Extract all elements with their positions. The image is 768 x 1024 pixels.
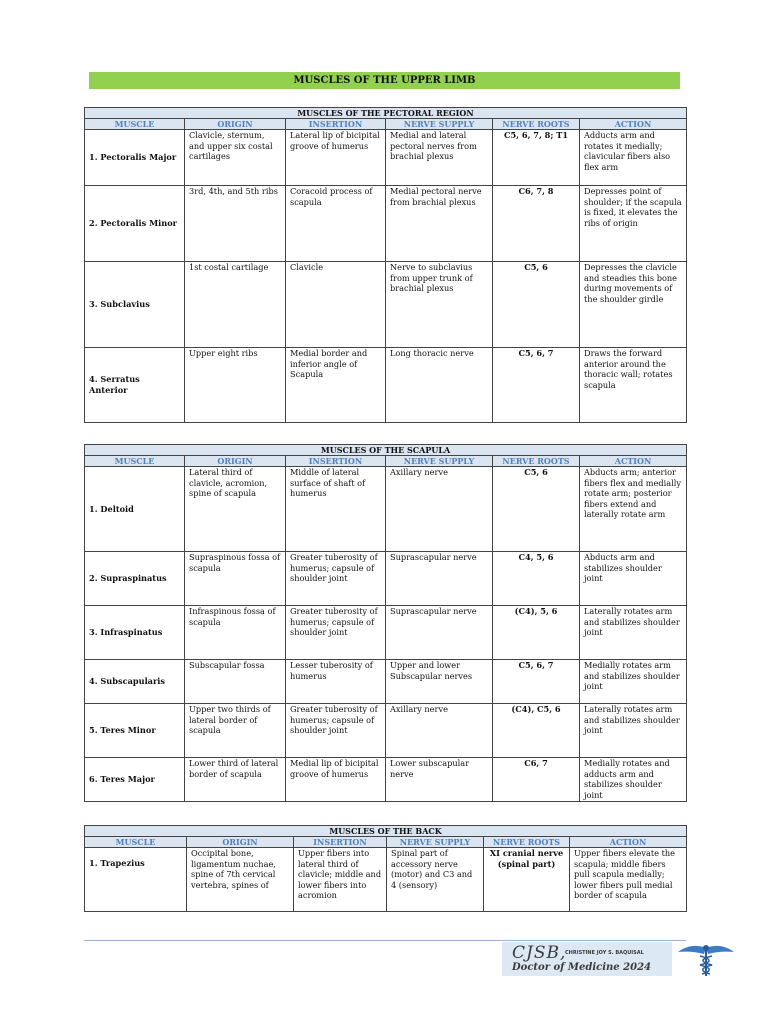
- insertion-cell: Medial lip of bicipital groove of humerus: [286, 758, 386, 802]
- table-row: [85, 262, 687, 348]
- author-name: CHRISTINE JOY S. BAQUISAL: [565, 950, 644, 956]
- page-title: MUSCLES OF THE UPPER LIMB: [89, 72, 680, 89]
- col-header-nerve-supply: NERVE SUPPLY: [387, 837, 484, 848]
- table-row: [85, 552, 687, 606]
- caduceus-icon: [676, 942, 736, 978]
- origin-cell: 1st costal cartilage: [185, 262, 286, 348]
- insertion-cell: Upper fibers into lateral third of clavicle; middle and lower fibers into acromion: [294, 848, 387, 912]
- nerve-roots-cell: (C4), C5, 6: [493, 704, 580, 758]
- col-header-insertion: INSERTION: [294, 837, 387, 848]
- col-header-origin: ORIGIN: [187, 837, 294, 848]
- action-cell: Medially rotates and adducts arm and stabilizes shoulder joint: [580, 758, 687, 802]
- origin-cell: Lateral third of clavicle, acromion, spine of scapula: [185, 467, 286, 552]
- muscle-name: 4. Subscapularis: [85, 660, 185, 704]
- insertion-cell: Greater tuberosity of humerus; capsule of shoulder joint: [286, 606, 386, 660]
- muscle-name: 2. Supraspinatus: [85, 552, 185, 606]
- nerve-roots-cell: C5, 6, 7: [493, 660, 580, 704]
- nerve-supply-cell: Axillary nerve: [386, 467, 493, 552]
- table-row: [85, 704, 687, 758]
- insertion-cell: Lesser tuberosity of humerus: [286, 660, 386, 704]
- author-initials: CJSB,: [512, 943, 567, 963]
- col-header-nerve-roots: NERVE ROOTS: [493, 119, 580, 130]
- col-header-nerve-supply: NERVE SUPPLY: [386, 456, 493, 467]
- action-cell: Medially rotates arm and stabilizes shoulder joint: [580, 660, 687, 704]
- muscle-name: 6. Teres Major: [85, 758, 185, 802]
- action-cell: Abducts arm; anterior fibers flex and medially rotate arm; posterior fibers extend and laterally rotate arm: [580, 467, 687, 552]
- col-header-muscle: MUSCLE: [85, 837, 187, 848]
- action-cell: Upper fibers elevate the scapula; middle fibers pull scapula medially; lower fibers pull medial border of scapula: [570, 848, 687, 912]
- muscle-name: 1. Trapezius: [85, 848, 187, 912]
- author-degree: Doctor of Medicine 2024: [512, 962, 651, 973]
- section-title: MUSCLES OF THE BACK: [85, 826, 687, 837]
- action-cell: Abducts arm and stabilizes shoulder joint: [580, 552, 687, 606]
- col-header-insertion: INSERTION: [286, 456, 386, 467]
- origin-cell: Occipital bone, ligamentum nuchae, spine of 7th cervical vertebra, spines of: [187, 848, 294, 912]
- nerve-supply-cell: Long thoracic nerve: [386, 348, 493, 423]
- table-row: [85, 130, 687, 186]
- action-cell: Laterally rotates arm and stabilizes shoulder joint: [580, 704, 687, 758]
- nerve-roots-cell: C4, 5, 6: [493, 552, 580, 606]
- origin-cell: Upper two thirds of lateral border of scapula: [185, 704, 286, 758]
- insertion-cell: Greater tuberosity of humerus; capsule of shoulder joint: [286, 552, 386, 606]
- insertion-cell: Coracoid process of scapula: [286, 186, 386, 262]
- nerve-supply-cell: Suprascapular nerve: [386, 552, 493, 606]
- table-row: [85, 758, 687, 802]
- nerve-roots-cell: XI cranial nerve (spinal part): [484, 848, 570, 912]
- origin-cell: 3rd, 4th, and 5th ribs: [185, 186, 286, 262]
- nerve-roots-cell: C5, 6: [493, 467, 580, 552]
- muscle-name: 5. Teres Minor: [85, 704, 185, 758]
- nerve-supply-cell: Medial and lateral pectoral nerves from brachial plexus: [386, 130, 493, 186]
- muscle-name: 2. Pectoralis Minor: [85, 186, 185, 262]
- action-cell: Adducts arm and rotates it medially; clavicular fibers also flex arm: [580, 130, 687, 186]
- origin-cell: Lower third of lateral border of scapula: [185, 758, 286, 802]
- col-header-origin: ORIGIN: [185, 456, 286, 467]
- nerve-roots-cell: C5, 6, 7, 8; T1: [493, 130, 580, 186]
- insertion-cell: Clavicle: [286, 262, 386, 348]
- nerve-supply-cell: Upper and lower Subscapular nerves: [386, 660, 493, 704]
- insertion-cell: Middle of lateral surface of shaft of humerus: [286, 467, 386, 552]
- insertion-cell: Greater tuberosity of humerus; capsule of shoulder joint: [286, 704, 386, 758]
- muscle-name: 1. Deltoid: [85, 467, 185, 552]
- action-cell: Draws the forward anterior around the thoracic wall; rotates scapula: [580, 348, 687, 423]
- footer-divider: [84, 940, 686, 941]
- col-header-insertion: INSERTION: [286, 119, 386, 130]
- col-header-action: ACTION: [570, 837, 687, 848]
- nerve-roots-cell: C5, 6: [493, 262, 580, 348]
- table-row: [85, 467, 687, 552]
- scapula-table: [84, 444, 687, 802]
- col-header-nerve-supply: NERVE SUPPLY: [386, 119, 493, 130]
- nerve-roots-cell: (C4), 5, 6: [493, 606, 580, 660]
- pectoral-region-table: [84, 107, 687, 423]
- table-row: [85, 848, 687, 912]
- muscle-name: 3. Infraspinatus: [85, 606, 185, 660]
- origin-cell: Subscapular fossa: [185, 660, 286, 704]
- nerve-supply-cell: Spinal part of accessory nerve (motor) and C3 and 4 (sensory): [387, 848, 484, 912]
- nerve-roots-cell: C6, 7: [493, 758, 580, 802]
- back-table: [84, 825, 687, 912]
- nerve-supply-cell: Lower subscapular nerve: [386, 758, 493, 802]
- table-row: [85, 186, 687, 262]
- muscle-name: 3. Subclavius: [85, 262, 185, 348]
- nerve-supply-cell: Nerve to subclavius from upper trunk of brachial plexus: [386, 262, 493, 348]
- col-header-origin: ORIGIN: [185, 119, 286, 130]
- muscle-name: 4. Serratus Anterior: [85, 348, 185, 423]
- origin-cell: Supraspinous fossa of scapula: [185, 552, 286, 606]
- nerve-roots-cell: C5, 6, 7: [493, 348, 580, 423]
- origin-cell: Infraspinous fossa of scapula: [185, 606, 286, 660]
- action-cell: Depresses the clavicle and steadies this bone during movements of the shoulder girdle: [580, 262, 687, 348]
- nerve-supply-cell: Medial pectoral nerve from brachial plexus: [386, 186, 493, 262]
- nerve-supply-cell: Suprascapular nerve: [386, 606, 493, 660]
- nerve-roots-cell: C6, 7, 8: [493, 186, 580, 262]
- origin-cell: Upper eight ribs: [185, 348, 286, 423]
- action-cell: Depresses point of shoulder; if the scapula is fixed, it elevates the ribs of origin: [580, 186, 687, 262]
- section-title: MUSCLES OF THE SCAPULA: [85, 445, 687, 456]
- col-header-muscle: MUSCLE: [85, 119, 185, 130]
- table-row: [85, 660, 687, 704]
- col-header-nerve-roots: NERVE ROOTS: [484, 837, 570, 848]
- action-cell: Laterally rotates arm and stabilizes shoulder joint: [580, 606, 687, 660]
- col-header-muscle: MUSCLE: [85, 456, 185, 467]
- muscle-name: 1. Pectoralis Major: [85, 130, 185, 186]
- col-header-action: ACTION: [580, 119, 687, 130]
- section-title: MUSCLES OF THE PECTORAL REGION: [85, 108, 687, 119]
- insertion-cell: Medial border and inferior angle of Scapula: [286, 348, 386, 423]
- insertion-cell: Lateral lip of bicipital groove of humerus: [286, 130, 386, 186]
- col-header-action: ACTION: [580, 456, 687, 467]
- author-signature: [502, 942, 672, 976]
- col-header-nerve-roots: NERVE ROOTS: [493, 456, 580, 467]
- table-row: [85, 348, 687, 423]
- nerve-supply-cell: Axillary nerve: [386, 704, 493, 758]
- origin-cell: Clavicle, sternum, and upper six costal cartilages: [185, 130, 286, 186]
- table-row: [85, 606, 687, 660]
